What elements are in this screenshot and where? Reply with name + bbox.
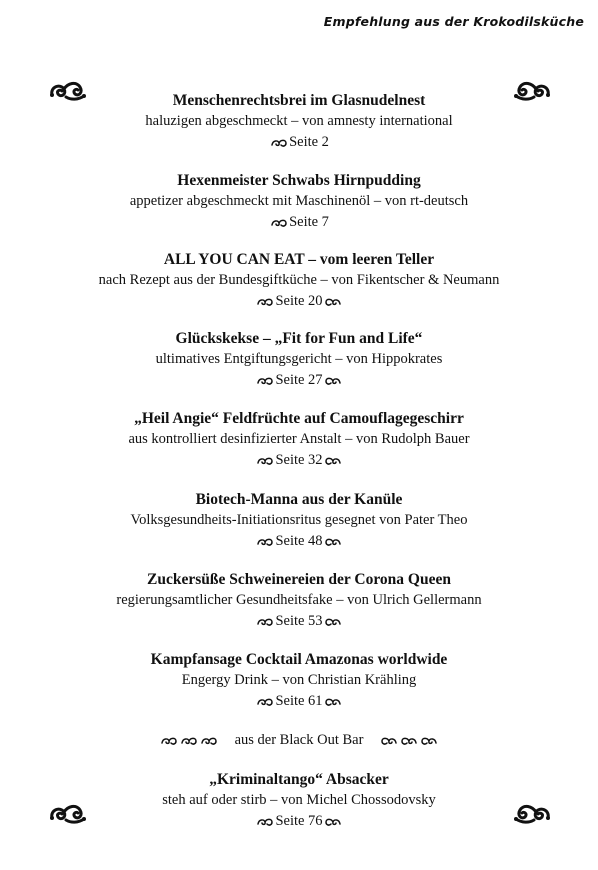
ornament-group-left [159, 731, 219, 751]
entry-title: Zuckersüße Schweinereien der Corona Queen [147, 571, 451, 588]
menu-entry [0, 570, 598, 632]
menu-entry [0, 409, 598, 471]
entry-subtitle: haluzigen abgeschmeckt – von amnesty international [145, 113, 453, 129]
curl-ornament-icon [181, 736, 197, 746]
curl-ornament-icon [257, 697, 273, 707]
entry-page: Seite 48 [275, 533, 323, 549]
entry-page: Seite 32 [275, 452, 323, 468]
curl-ornament-icon [401, 736, 417, 746]
entry-title: Kampfansage Cocktail Amazonas worldwide [150, 651, 448, 668]
entry-title: Menschenrechtsbrei im Glasnudelnest [172, 92, 426, 109]
curl-ornament-icon [257, 297, 273, 307]
curl-ornament-icon [325, 817, 341, 827]
entry-page: Seite 7 [289, 214, 329, 230]
menu-entry [0, 770, 598, 832]
entry-title: Biotech-Manna aus der Kanüle [195, 491, 403, 508]
curl-ornament-icon [325, 297, 341, 307]
ornament-group-right [379, 731, 439, 751]
entry-subtitle: ultimatives Entgiftungsgericht – von Hippokrates [155, 351, 443, 367]
entry-page: Seite 27 [275, 372, 323, 388]
entry-title: ALL YOU CAN EAT – vom leeren Teller [163, 251, 435, 268]
curl-ornament-icon [325, 537, 341, 547]
entry-subtitle: Volksgesundheits-Initiationsritus gesegnet von Pater Theo [130, 512, 468, 528]
menu-entry [0, 650, 598, 712]
curl-ornament-icon [257, 376, 273, 386]
curl-ornament-icon [325, 376, 341, 386]
entry-subtitle: regierungsamtlicher Gesundheitsfake – von Ulrich Gellermann [116, 592, 482, 608]
menu-entry [0, 250, 598, 312]
entry-subtitle: steh auf oder stirb – von Michel Chossodovsky [162, 792, 436, 808]
curl-ornament-icon [325, 617, 341, 627]
curl-ornament-icon [257, 537, 273, 547]
curl-ornament-icon [381, 736, 397, 746]
entry-title: „Kriminaltango“ Absacker [209, 771, 389, 788]
entry-title: „Heil Angie“ Feldfrüchte auf Camouflagegeschirr [134, 410, 464, 427]
curl-ornament-icon [201, 736, 217, 746]
curl-ornament-icon [325, 456, 341, 466]
entry-subtitle: appetizer abgeschmeckt mit Maschinenöl – von rt-deutsch [129, 193, 469, 209]
entry-page: Seite 76 [275, 813, 323, 829]
menu-entry [0, 91, 598, 153]
curl-ornament-icon [257, 617, 273, 627]
curl-ornament-icon [257, 456, 273, 466]
entry-subtitle: Engergy Drink – von Christian Krähling [181, 672, 417, 688]
entry-page: Seite 20 [275, 293, 323, 309]
entry-subtitle: aus kontrolliert desinfizierter Anstalt – von Rudolph Bauer [128, 431, 470, 447]
curl-ornament-icon [271, 138, 287, 148]
entry-title: Hexenmeister Schwabs Hirnpudding [177, 172, 421, 189]
section-divider [0, 730, 598, 751]
curl-ornament-icon [257, 817, 273, 827]
curl-ornament-icon [325, 697, 341, 707]
page-header: Empfehlung aus der Krokodilsküche [323, 14, 584, 29]
entry-page: Seite 53 [275, 613, 323, 629]
entry-subtitle: nach Rezept aus der Bundesgiftküche – von Fikentscher & Neumann [98, 272, 500, 288]
curl-ornament-icon [271, 218, 287, 228]
curl-ornament-icon [421, 736, 437, 746]
menu-entry [0, 329, 598, 391]
entry-page: Seite 2 [289, 134, 329, 150]
menu-entry [0, 490, 598, 552]
entry-title: Glückskekse – „Fit for Fun and Life“ [175, 330, 423, 347]
section-label: aus der Black Out Bar [234, 732, 364, 748]
menu-entry [0, 171, 598, 233]
entry-page: Seite 61 [275, 693, 323, 709]
curl-ornament-icon [161, 736, 177, 746]
